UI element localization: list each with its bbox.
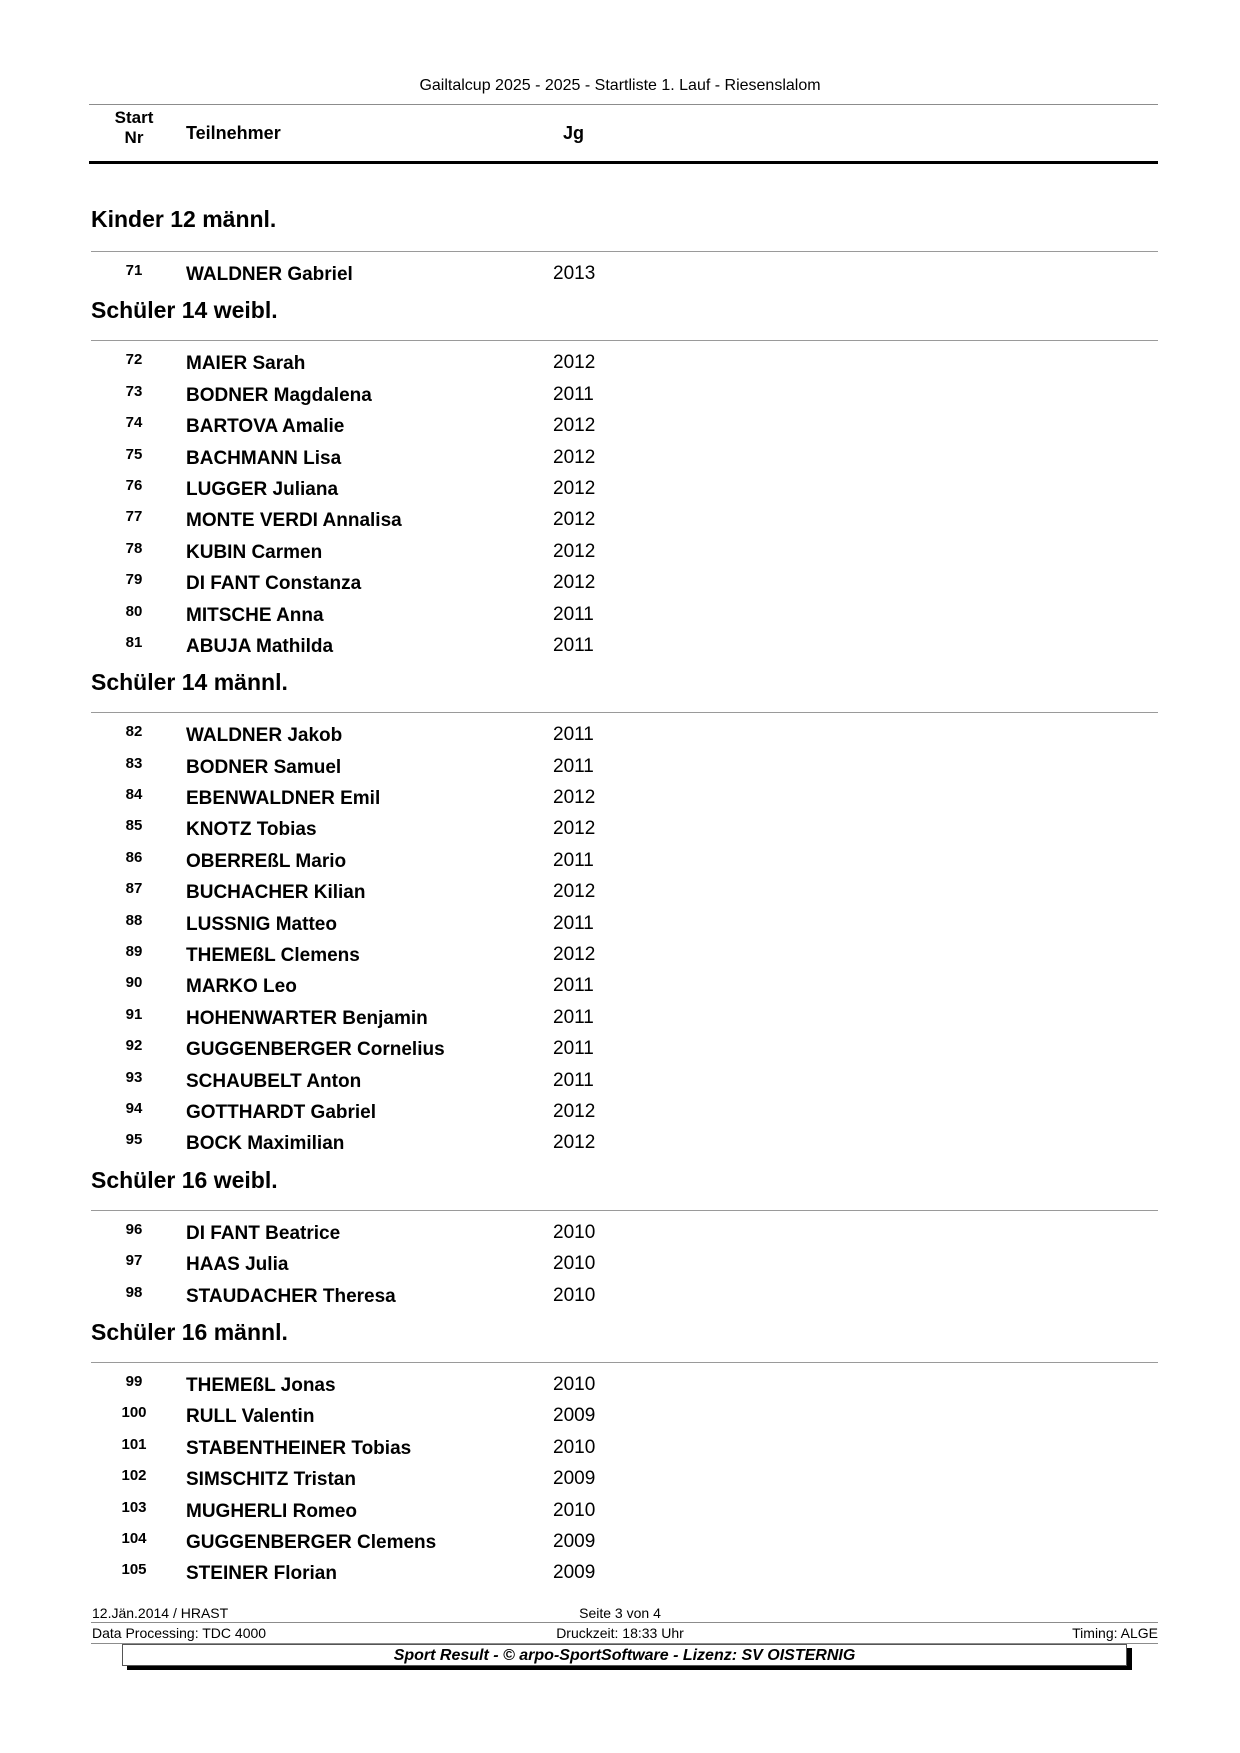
participant-name: HOHENWARTER Benjamin — [186, 1007, 428, 1029]
document-title: Gailtalcup 2025 - 2025 - Startliste 1. Lauf - Riesenslalom — [419, 77, 821, 94]
participant-name: SCHAUBELT Anton — [186, 1070, 362, 1092]
category-title: Schüler 16 weibl. — [91, 1166, 278, 1193]
footer-date-location: 12.Jän.2014 / HRAST — [92, 1605, 229, 1621]
birth-year: 2012 — [553, 1132, 596, 1154]
participant-name: RULL Valentin — [186, 1406, 315, 1428]
entry-row — [0, 781, 1240, 812]
page-footer — [0, 1605, 1240, 1685]
participant-name: THEMEßL Jonas — [186, 1374, 336, 1396]
participant-name: LUSSNIG Matteo — [186, 913, 337, 935]
entry-list — [0, 713, 1240, 1160]
category-section — [0, 1161, 1240, 1313]
entry-row — [0, 750, 1240, 781]
license-text: Sport Result - © arpo-SportSoftware - Lizenz: SV OISTERNIG — [393, 1647, 856, 1664]
participant-name: BODNER Magdalena — [186, 384, 372, 406]
category-heading — [91, 663, 1158, 713]
entry-row — [0, 1126, 1240, 1157]
birth-year: 2011 — [553, 755, 594, 777]
header-top-divider — [89, 104, 1158, 105]
birth-year: 2012 — [553, 477, 596, 499]
participant-name: DI FANT Beatrice — [186, 1222, 341, 1244]
start-number: 84 — [125, 786, 143, 804]
participant-name: MITSCHE Anna — [186, 604, 324, 626]
start-number: 85 — [125, 817, 143, 835]
start-number: 93 — [125, 1068, 143, 1086]
entry-row — [0, 1556, 1240, 1587]
birth-year: 2011 — [553, 1069, 594, 1091]
entry-row — [0, 1095, 1240, 1126]
birth-year: 2012 — [553, 509, 596, 531]
birth-year: 2009 — [553, 1405, 596, 1427]
participant-name: EBENWALDNER Emil — [186, 788, 381, 810]
participant-name: OBERREßL Mario — [186, 850, 347, 872]
birth-year: 2012 — [553, 446, 596, 468]
participant-name: MUGHERLI Romeo — [186, 1500, 357, 1522]
start-number: 86 — [125, 848, 143, 866]
birth-year: 2010 — [553, 1284, 596, 1306]
birth-year: 2013 — [553, 263, 596, 284]
column-header-start-line1: Start — [114, 108, 154, 127]
entry-list — [0, 341, 1240, 663]
birth-year: 2010 — [553, 1436, 596, 1458]
start-number: 83 — [125, 754, 143, 772]
entry-row — [0, 257, 1240, 288]
start-number: 79 — [125, 571, 143, 589]
entry-row — [0, 1368, 1240, 1399]
entry-row — [0, 1216, 1240, 1247]
start-number: 80 — [125, 602, 143, 620]
participant-name: WALDNER Gabriel — [186, 264, 353, 285]
entry-row — [0, 1462, 1240, 1493]
start-number: 100 — [121, 1404, 147, 1422]
birth-year: 2011 — [553, 849, 594, 871]
birth-year: 2010 — [553, 1373, 596, 1395]
start-number: 91 — [125, 1005, 143, 1023]
footer-divider — [91, 1622, 1158, 1623]
start-number: 82 — [125, 723, 143, 741]
birth-year: 2012 — [553, 944, 596, 966]
start-number: 101 — [121, 1435, 147, 1453]
birth-year: 2012 — [553, 818, 596, 840]
participant-name: BODNER Samuel — [186, 756, 342, 778]
participant-name: MAIER Sarah — [186, 353, 306, 375]
entry-row — [0, 472, 1240, 503]
footer-page-number: Seite 3 von 4 — [579, 1605, 661, 1621]
participant-name: BOCK Maximilian — [186, 1133, 345, 1155]
birth-year: 2011 — [553, 724, 594, 746]
category-section — [0, 200, 1240, 291]
start-number: 78 — [125, 539, 143, 557]
start-number: 72 — [125, 351, 143, 369]
entry-row — [0, 907, 1240, 938]
participant-name: HAAS Julia — [186, 1254, 289, 1276]
category-title: Schüler 14 weibl. — [91, 297, 278, 324]
column-header-year: Jg — [563, 123, 585, 143]
entry-row — [0, 844, 1240, 875]
category-section — [0, 1313, 1240, 1591]
birth-year: 2011 — [553, 603, 594, 625]
start-number: 81 — [125, 633, 143, 651]
birth-year: 2012 — [553, 352, 596, 374]
start-number: 102 — [121, 1467, 147, 1485]
participant-name: LUGGER Juliana — [186, 478, 339, 500]
entry-row — [0, 1064, 1240, 1095]
entry-row — [0, 1399, 1240, 1430]
start-number: 88 — [125, 911, 143, 929]
birth-year: 2011 — [553, 383, 594, 405]
birth-year: 2009 — [553, 1562, 596, 1584]
participant-name: MARKO Leo — [186, 976, 297, 998]
participant-name: GUGGENBERGER Clemens — [186, 1531, 437, 1553]
start-number: 97 — [125, 1252, 143, 1270]
start-number: 75 — [125, 445, 143, 463]
start-number: 87 — [125, 880, 143, 898]
participant-name: BARTOVA Amalie — [186, 416, 345, 438]
birth-year: 2012 — [553, 787, 596, 809]
start-number: 90 — [125, 974, 143, 992]
start-number: 94 — [125, 1099, 143, 1117]
birth-year: 2011 — [553, 1038, 594, 1060]
entry-row — [0, 1431, 1240, 1462]
column-header-start-line2: Nr — [124, 128, 144, 147]
participant-name: DI FANT Constanza — [186, 573, 362, 595]
category-title: Kinder 12 männl. — [91, 206, 277, 232]
category-heading — [91, 1161, 1158, 1211]
participant-name: THEMEßL Clemens — [186, 945, 360, 967]
birth-year: 2012 — [553, 1100, 596, 1122]
entry-row — [0, 1525, 1240, 1556]
category-heading — [91, 291, 1158, 341]
birth-year: 2011 — [553, 975, 594, 997]
start-number: 92 — [125, 1037, 143, 1055]
footer-data-processing: Data Processing: TDC 4000 — [92, 1625, 267, 1641]
start-number: 99 — [125, 1372, 143, 1390]
start-number: 76 — [125, 476, 143, 494]
column-header-participant: Teilnehmer — [186, 123, 281, 143]
entry-row — [0, 1032, 1240, 1063]
entry-row — [0, 1494, 1240, 1525]
start-number: 98 — [125, 1283, 143, 1301]
header-bottom-divider — [89, 161, 1158, 164]
start-number: 103 — [121, 1498, 147, 1516]
participant-name: SIMSCHITZ Tristan — [186, 1469, 356, 1491]
category-title: Schüler 14 männl. — [91, 669, 288, 696]
participant-name: GUGGENBERGER Cornelius — [186, 1039, 445, 1061]
participant-name: STABENTHEINER Tobias — [186, 1437, 412, 1459]
category-heading — [91, 200, 1158, 252]
participant-name: STEINER Florian — [186, 1563, 337, 1585]
entry-list — [0, 1363, 1240, 1591]
participant-name: KUBIN Carmen — [186, 541, 323, 563]
participant-name: STAUDACHER Theresa — [186, 1285, 396, 1307]
entry-row — [0, 409, 1240, 440]
column-header-start-number — [99, 108, 169, 148]
entry-row — [0, 629, 1240, 660]
category-heading — [91, 1313, 1158, 1363]
start-number: 104 — [121, 1529, 147, 1547]
birth-year: 2011 — [553, 634, 594, 656]
category-section — [0, 291, 1240, 663]
birth-year: 2010 — [553, 1253, 596, 1275]
birth-year: 2011 — [553, 912, 594, 934]
footer-print-time: Druckzeit: 18:33 Uhr — [556, 1625, 684, 1641]
start-number: 74 — [125, 414, 143, 432]
entry-row — [0, 346, 1240, 377]
entry-row — [0, 718, 1240, 749]
birth-year: 2010 — [553, 1221, 596, 1243]
footer-timing: Timing: ALGE — [1072, 1625, 1158, 1641]
entry-row — [0, 1001, 1240, 1032]
entry-row — [0, 598, 1240, 629]
entry-row — [0, 566, 1240, 597]
entry-row — [0, 969, 1240, 1000]
entry-row — [0, 812, 1240, 843]
entry-list — [0, 252, 1240, 291]
entry-row — [0, 875, 1240, 906]
participant-name: KNOTZ Tobias — [186, 819, 317, 841]
start-number: 96 — [125, 1220, 143, 1238]
birth-year: 2012 — [553, 881, 596, 903]
entry-row — [0, 503, 1240, 534]
start-number: 77 — [125, 508, 143, 526]
category-section — [0, 663, 1240, 1160]
birth-year: 2009 — [553, 1468, 596, 1490]
start-number: 89 — [125, 943, 143, 961]
birth-year: 2009 — [553, 1530, 596, 1552]
birth-year: 2012 — [553, 415, 596, 437]
start-number: 105 — [121, 1561, 147, 1579]
entry-row — [0, 378, 1240, 409]
start-number: 73 — [125, 382, 143, 400]
entry-row — [0, 938, 1240, 969]
birth-year: 2012 — [553, 540, 596, 562]
start-number: 95 — [125, 1131, 143, 1149]
entry-row — [0, 441, 1240, 472]
license-box — [122, 1644, 1127, 1666]
start-number: 71 — [125, 262, 143, 279]
participant-name: BACHMANN Lisa — [186, 447, 342, 469]
participant-name: GOTTHARDT Gabriel — [186, 1101, 377, 1123]
participant-name: ABUJA Mathilda — [186, 635, 334, 657]
participant-name: MONTE VERDI Annalisa — [186, 510, 402, 532]
birth-year: 2011 — [553, 1006, 594, 1028]
birth-year: 2012 — [553, 572, 596, 594]
participant-name: BUCHACHER Kilian — [186, 882, 366, 904]
start-list — [0, 200, 1240, 1591]
category-title: Schüler 16 männl. — [91, 1318, 288, 1345]
birth-year: 2010 — [553, 1499, 596, 1521]
entry-row — [0, 1247, 1240, 1278]
participant-name: WALDNER Jakob — [186, 725, 343, 747]
entry-row — [0, 1279, 1240, 1310]
entry-row — [0, 535, 1240, 566]
entry-list — [0, 1211, 1240, 1313]
